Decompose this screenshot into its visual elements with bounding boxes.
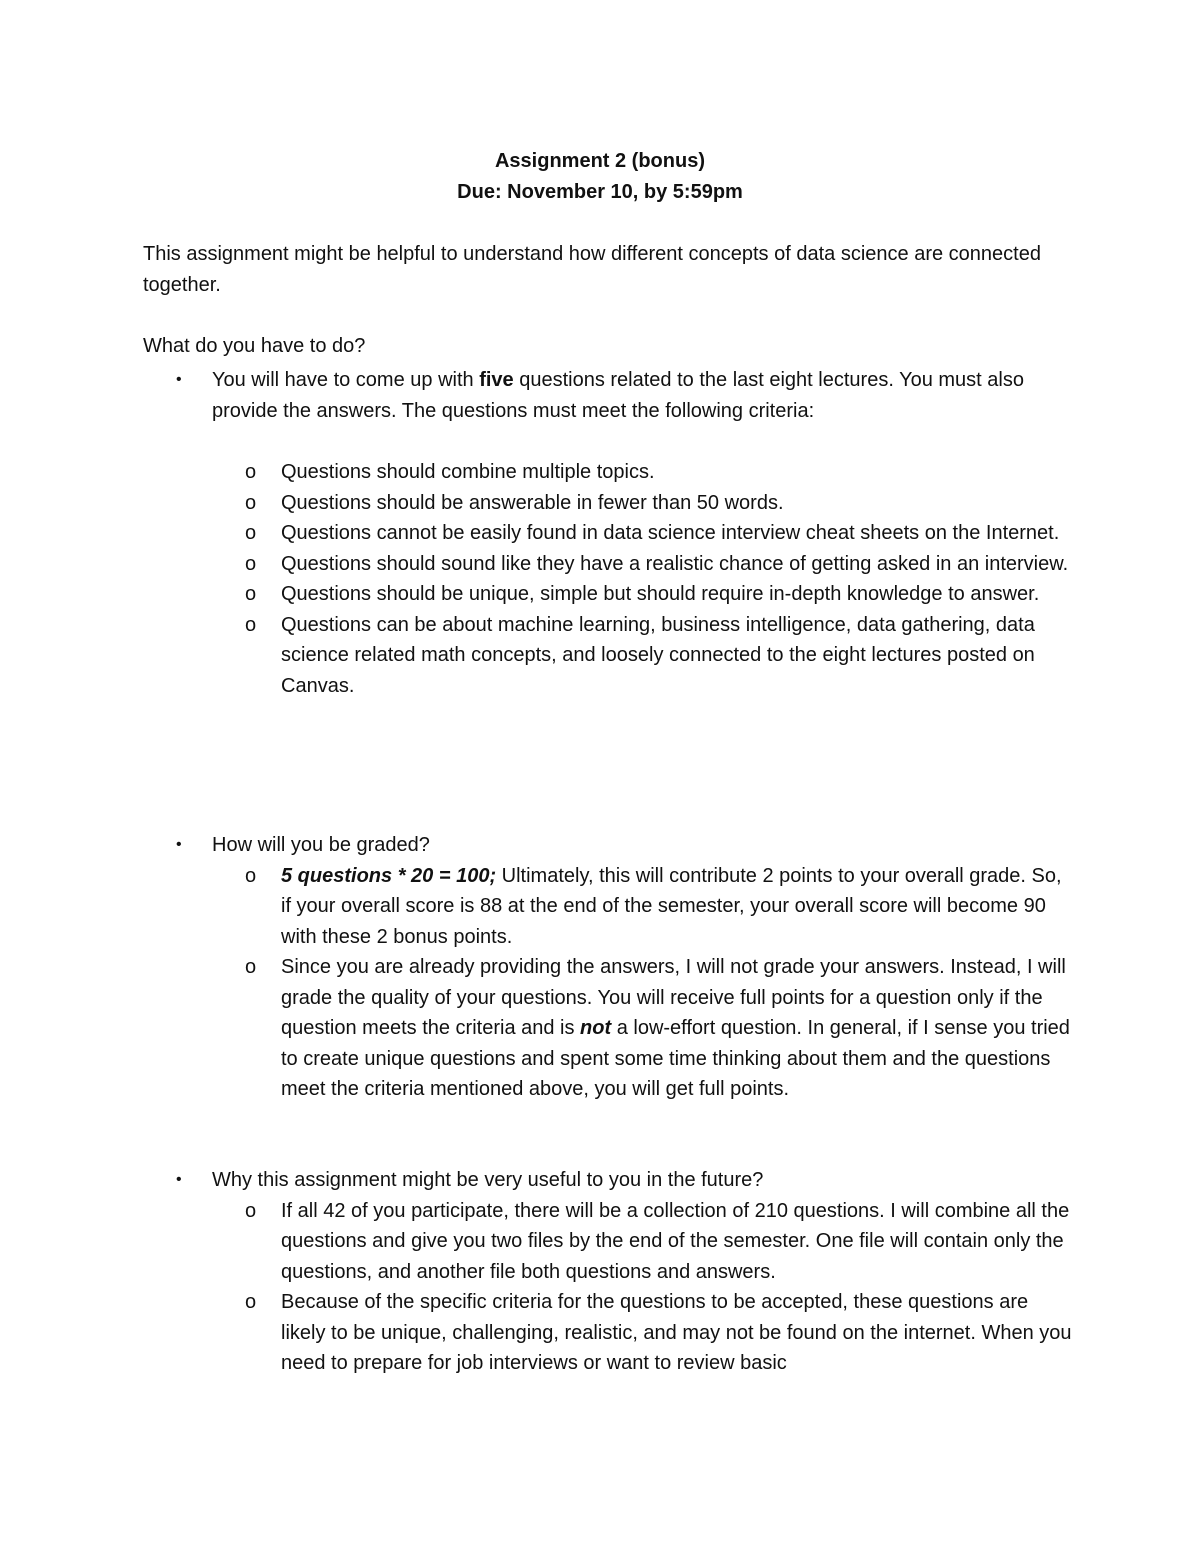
usefulness-item: o Because of the specific criteria for the questions to be accepted, these questions are likely to be unique, challenging, realistic, and may not be found on the internet. When you need to prepare for job interviews or want to review basic — [143, 1287, 1073, 1379]
document-title: Assignment 2 (bonus) — [494, 150, 705, 172]
usefulness-item: o If all 42 of you participate, there will be a collection of 210 questions. I will combine all the questions and give you two files by the end of the semester. One file will contain only the questions, and another file both questions and answers. — [143, 1196, 1073, 1288]
bullet-item — [143, 365, 1073, 426]
circle-bullet-icon: o — [245, 583, 257, 605]
bullet-icon: • — [176, 1171, 182, 1188]
circle-bullet-icon: o — [245, 461, 257, 483]
criteria-item: o Questions should be answerable in fewer than 50 words. — [143, 488, 1073, 519]
criteria-item: o Questions should be unique, simple but should require in-depth knowledge to answer. — [143, 579, 1073, 610]
section-grading — [143, 830, 1073, 1105]
circle-bullet-icon: o — [245, 522, 257, 544]
grading-heading: How will you be graded? — [212, 834, 430, 856]
circle-bullet-icon: o — [245, 1199, 257, 1222]
score-formula: 5 questions * 20 = 100; — [281, 864, 497, 887]
bullet-icon: • — [176, 371, 182, 388]
grading-item: o Since you are already providing the answers, I will not grade your answers. Instead, I will grade the quality of your questions. You will receive full points for a question only if the question meets the criteria and is not a low-effort question. In general, if I sense you tried to create unique questions and spent some time thinking about them and the questions meet the criteria mentioned above, you will get full points. — [143, 952, 1073, 1105]
section-what-to-do — [143, 365, 1073, 701]
lead-text-bold: five — [479, 369, 514, 391]
criteria-item: o Questions cannot be easily found in data science interview cheat sheets on the Internet. — [143, 518, 1073, 549]
section-usefulness — [143, 1165, 1073, 1379]
grading-item: o 5 questions * 20 = 100; Ultimately, this will contribute 2 points to your overall grade. So, if your overall score is 88 at the end of the semester, your overall score will become 90 with these 2 bonus points. — [143, 861, 1073, 953]
intro-paragraph: This assignment might be helpful to understand how different concepts of data science are connected together. — [143, 243, 1041, 296]
due-date: Due: November 10, by 5:59pm — [457, 181, 743, 203]
lead-text-after: questions related to the last eight lectures. You must also provide the answers. The questions must meet the following criteria: — [212, 369, 1024, 422]
bullet-item — [143, 830, 1073, 861]
bullet-item — [143, 1165, 1073, 1196]
usefulness-heading: Why this assignment might be very useful to you in the future? — [212, 1169, 764, 1191]
circle-bullet-icon: o — [245, 613, 257, 636]
criteria-list — [143, 457, 1073, 701]
criteria-item: o Questions can be about machine learning, business intelligence, data gathering, data science related math concepts, and loosely connected to the eight lectures posted on Canvas. — [143, 610, 1073, 702]
bullet-icon: • — [176, 836, 182, 853]
circle-bullet-icon: o — [245, 491, 257, 514]
lead-text-before: You will have to come up with — [212, 369, 480, 391]
task-question: What do you have to do? — [143, 335, 366, 357]
grading-list — [143, 861, 1073, 1105]
circle-bullet-icon: o — [245, 552, 257, 575]
emphasis-not: not — [580, 1017, 612, 1039]
circle-bullet-icon: o — [245, 956, 257, 978]
criteria-item: o Questions should sound like they have a realistic chance of getting asked in an interview. — [143, 549, 1073, 580]
circle-bullet-icon: o — [245, 864, 257, 887]
usefulness-list — [143, 1196, 1073, 1379]
circle-bullet-icon: o — [245, 1291, 257, 1313]
criteria-item: o Questions should combine multiple topics. — [143, 457, 1073, 488]
